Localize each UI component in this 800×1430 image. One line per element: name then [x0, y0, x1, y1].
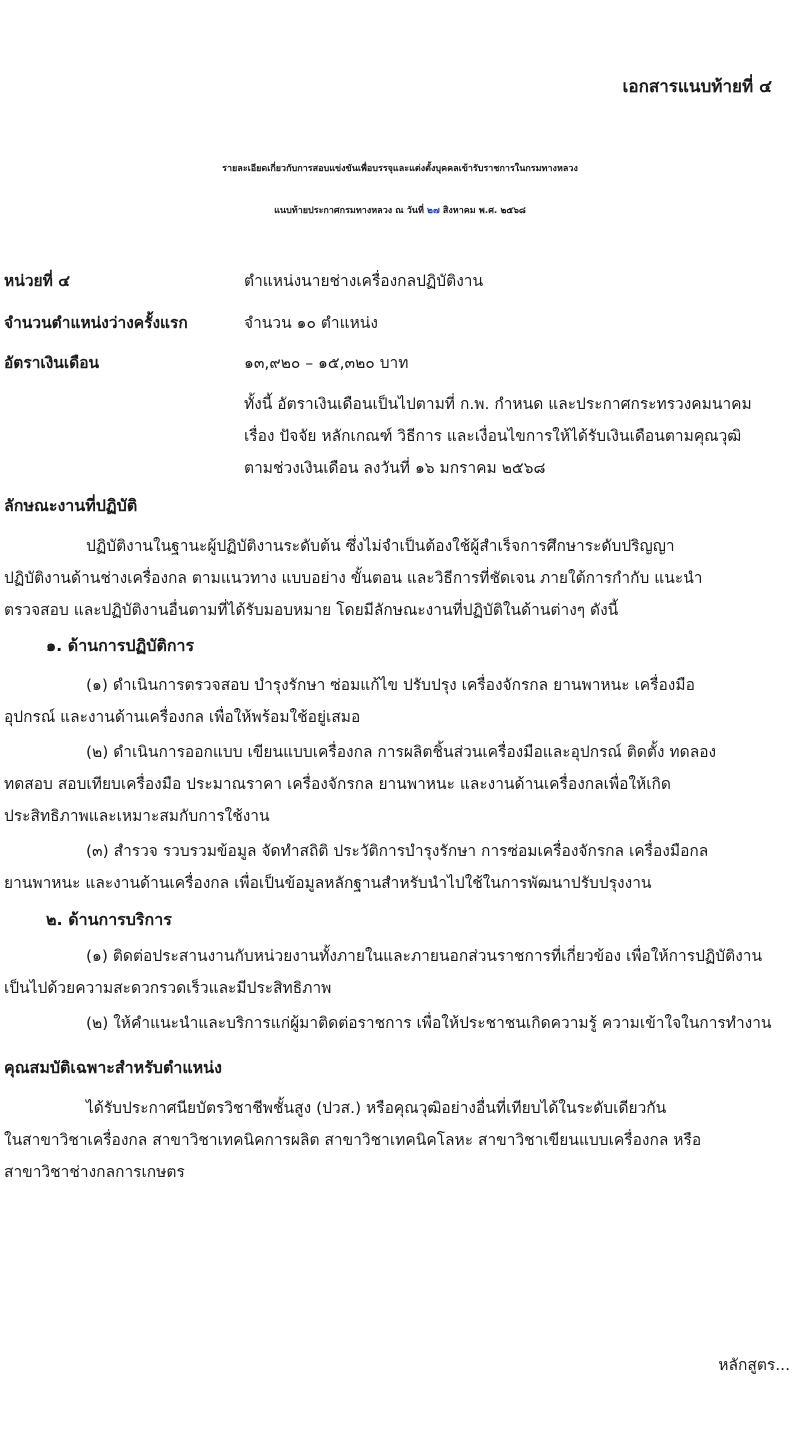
- subtitle-suffix: สิงหาคม พ.ศ. ๒๕๖๘: [442, 206, 526, 216]
- services-heading: ๒. ด้านการบริการ: [46, 910, 172, 929]
- operations-heading: ๑. ด้านการปฏิบัติการ: [46, 636, 195, 655]
- unit-row: [0, 268, 800, 292]
- qualifications-line: สาขาวิชาช่างกลการเกษตร: [4, 1163, 185, 1181]
- duties-heading: ลักษณะงานที่ปฏิบัติ: [4, 496, 138, 515]
- salary-value: ๑๓,๙๒๐ – ๑๕,๓๒๐ บาท: [244, 354, 409, 372]
- operations-item-line: (๓) สำรวจ รวบรวมข้อมูล จัดทำสถิติ ประวัติการบำรุงรักษา การซ่อมเครื่องจักรกล เครื่องมือกล: [86, 842, 709, 860]
- salary-note-line: ทั้งนี้ อัตราเงินเดือนเป็นไปตามที่ ก.พ. กำหนด และประกาศกระทรวงคมนาคม: [244, 395, 752, 413]
- qualifications-line: ในสาขาวิชาเครื่องกล สาขาวิชาเทคนิคการผลิต สาขาวิชาเทคนิคโลหะ สาขาวิชาเขียนแบบเครื่องกล หรือ: [4, 1131, 702, 1149]
- attachment-reference: เอกสารแนบท้ายที่ ๔: [622, 77, 772, 97]
- operations-item-line: อุปกรณ์ และงานด้านเครื่องกล เพื่อให้พร้อมใช้อยู่เสมอ: [4, 708, 361, 726]
- qualifications-heading: คุณสมบัติเฉพาะสำหรับตำแหน่ง: [4, 1058, 222, 1077]
- services-item-line: (๒) ให้คำแนะนำและบริการแก่ผู้มาติดต่อราชการ เพื่อให้ประชาชนเกิดความรู้ ความเข้าใจในการทำงาน: [86, 1014, 772, 1032]
- operations-item-line: (๒) ดำเนินการออกแบบ เขียนแบบเครื่องกล การผลิตชิ้นส่วนเครื่องมือและอุปกรณ์ ติดตั้ง ทดลอง: [86, 743, 717, 761]
- vacancy-row: [0, 310, 800, 334]
- unit-label: หน่วยที่ ๔: [4, 272, 70, 290]
- operations-item-line: ทดสอบ สอบเทียบเครื่องมือ ประมาณราคา เครื่องจักรกล ยานพาหนะ และงานด้านเครื่องกลเพื่อให้เกิด: [4, 775, 671, 793]
- duties-intro-line: ปฏิบัติงานในฐานะผู้ปฏิบัติงานระดับต้น ซึ่งไม่จำเป็นต้องใช้ผู้สำเร็จการศึกษาระดับปริญญา: [86, 537, 675, 555]
- services-item-line: (๑) ติดต่อประสานงานกับหน่วยงานทั้งภายในและภายนอกส่วนราชการที่เกี่ยวข้อง เพื่อให้การปฏิบัติงาน: [86, 947, 763, 965]
- services-item-line: เป็นไปด้วยความสะดวกรวดเร็วและมีประสิทธิภาพ: [4, 979, 332, 997]
- salary-label: อัตราเงินเดือน: [4, 354, 100, 372]
- operations-item-line: (๑) ดำเนินการตรวจสอบ บำรุงรักษา ซ่อมแก้ไข ปรับปรุง เครื่องจักรกล ยานพาหนะ เครื่องมือ: [86, 676, 695, 694]
- operations-item-line: ประสิทธิภาพและเหมาะสมกับการใช้งาน: [4, 807, 270, 825]
- qualifications-line: ได้รับประกาศนียบัตรวิชาชีพชั้นสูง (ปวส.) หรือคุณวุฒิอย่างอื่นที่เทียบได้ในระดับเดียวกัน: [86, 1099, 667, 1117]
- duties-intro-line: ตรวจสอบ และปฏิบัติงานอื่นตามที่ได้รับมอบหมาย โดยมีลักษณะงานที่ปฏิบัติในด้านต่างๆ ดังนี้: [4, 601, 619, 619]
- salary-note-line: ตามช่วงเงินเดือน ลงวันที่ ๑๖ มกราคม ๒๕๖๘: [244, 459, 546, 477]
- operations-item-line: ยานพาหนะ และงานด้านเครื่องกล เพื่อเป็นข้อมูลหลักฐานสำหรับนำไปใช้ในการพัฒนาปรับปรุงงาน: [4, 874, 652, 892]
- subtitle-prefix: แนบท้ายประกาศกรมทางหลวง ณ วันที่: [274, 206, 424, 216]
- subtitle-day: ๒๗: [427, 206, 440, 216]
- continued-marker: หลักสูตร...: [718, 1356, 790, 1374]
- vacancy-value: จำนวน ๑๐ ตำแหน่ง: [244, 314, 378, 332]
- salary-note-line: เรื่อง ปัจจัย หลักเกณฑ์ วิธีการ และเงื่อนไขการให้ได้รับเงินเดือนตามคุณวุฒิ: [244, 427, 742, 445]
- document-title: รายละเอียดเกี่ยวกับการสอบแข่งขันเพื่อบรรจุและแต่งตั้งบุคคลเข้ารับราชการในกรมทางหลวง: [222, 164, 578, 174]
- document-subtitle: [0, 203, 800, 217]
- vacancy-label: จำนวนตำแหน่งว่างครั้งแรก: [4, 314, 188, 332]
- salary-row: [0, 350, 800, 374]
- unit-value: ตำแหน่งนายช่างเครื่องกลปฏิบัติงาน: [244, 272, 484, 290]
- duties-intro-line: ปฏิบัติงานด้านช่างเครื่องกล ตามแนวทาง แบบอย่าง ขั้นตอน และวิธีการที่ชัดเจน ภายใต้การกำกับ แนะนำ: [4, 569, 703, 587]
